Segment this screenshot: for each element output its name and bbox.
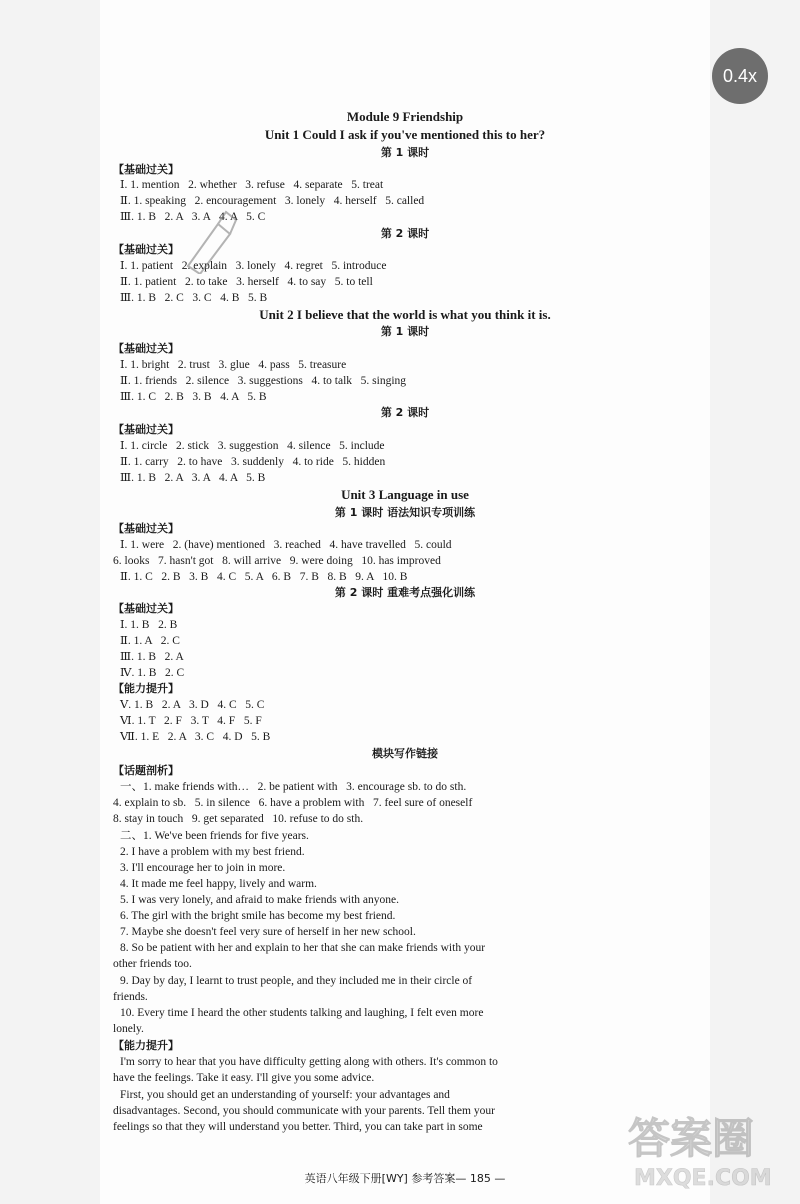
essay-line: disadvantages. Second, you should communicate with your parents. Tell them your — [113, 1105, 495, 1117]
topic-line: 一、1. make friends with… 2. be patient with 3. encourage sb. to do sth. — [120, 781, 467, 793]
answer-line: Ⅰ. 1. were 2. (have) mentioned 3. reached 4. have travelled 5. could — [120, 539, 452, 551]
section-topic: 【话题剖析】 — [113, 764, 179, 777]
topic-line: lonely. — [113, 1023, 144, 1035]
answer-line: Ⅲ. 1. B 2. A — [120, 651, 184, 663]
answer-line: Ⅰ. 1. B 2. B — [120, 619, 178, 631]
section-ability: 【能力提升】 — [113, 682, 179, 695]
stamp-watermark — [178, 204, 238, 274]
module-writing-heading: 模块写作链接 — [372, 747, 438, 760]
unit1-title: Unit 1 Could I ask if you've mentioned this to her? — [264, 127, 546, 142]
answer-line: Ⅰ. 1. mention 2. whether 3. refuse 4. separate 5. treat — [120, 179, 384, 191]
answer-line: Ⅲ. 1. B 2. A 3. A 4. A 5. B — [120, 472, 266, 484]
topic-line: 二、1. We've been friends for five years. — [120, 830, 309, 842]
page-footer: 英语八年级下册[WY] 参考答案— 185 — — [304, 1172, 506, 1185]
topic-line: 6. The girl with the bright smile has become my best friend. — [120, 910, 396, 922]
unit3-lesson2-heading: 第 2 课时 重难考点强化训练 — [334, 586, 476, 599]
unit3-lesson1-heading: 第 1 课时 语法知识专项训练 — [334, 506, 476, 519]
answer-line: Ⅲ. 1. C 2. B 3. B 4. A 5. B — [120, 391, 267, 403]
watermark-text: 答案圈 — [628, 1114, 755, 1163]
section-basic: 【基础过关】 — [113, 243, 179, 256]
site-watermark — [620, 1105, 790, 1195]
answer-line: Ⅱ. 1. friends 2. silence 3. suggestions 4. to talk 5. singing — [120, 375, 407, 387]
answer-line: Ⅲ. 1. B 2. A 3. A 4. A 5. C — [120, 211, 266, 223]
answer-line: Ⅵ. 1. T 2. F 3. T 4. F 5. F — [120, 715, 262, 727]
playback-speed-badge[interactable]: 0.4x — [712, 48, 768, 104]
answer-line: Ⅲ. 1. B 2. C 3. C 4. B 5. B — [120, 292, 268, 304]
topic-line: 4. explain to sb. 5. in silence 6. have a problem with 7. feel sure of oneself — [113, 797, 473, 809]
answer-line: Ⅰ. 1. patient 2. explain 3. lonely 4. regret 5. introduce — [120, 260, 387, 272]
answer-line: Ⅱ. 1. patient 2. to take 3. herself 4. to say 5. to tell — [120, 276, 373, 288]
topic-line: 4. It made me feel happy, lively and warm. — [120, 878, 317, 890]
answer-line: Ⅱ. 1. speaking 2. encouragement 3. lonely 4. herself 5. called — [120, 195, 425, 207]
essay-line: have the feelings. Take it easy. I'll give you some advice. — [113, 1072, 375, 1084]
module-title: Module 9 Friendship — [346, 109, 464, 124]
answer-line: 6. looks 7. hasn't got 8. will arrive 9. were doing 10. has improved — [113, 555, 441, 567]
section-ability: 【能力提升】 — [113, 1039, 179, 1052]
topic-line: 3. I'll encourage her to join in more. — [120, 862, 286, 874]
essay-line: First, you should get an understanding of yourself: your advantages and — [120, 1089, 450, 1101]
section-basic: 【基础过关】 — [113, 342, 179, 355]
watermark-url: MXQE.COM — [634, 1166, 772, 1191]
unit1-lesson1-heading: 第 1 课时 — [380, 146, 430, 159]
unit1-lesson2-heading: 第 2 课时 — [380, 227, 430, 240]
answer-line: Ⅱ. 1. carry 2. to have 3. suddenly 4. to ride 5. hidden — [120, 456, 386, 468]
section-basic: 【基础过关】 — [113, 602, 179, 615]
answer-line: Ⅶ. 1. E 2. A 3. C 4. D 5. B — [120, 731, 271, 743]
answer-line: Ⅰ. 1. bright 2. trust 3. glue 4. pass 5. treasure — [120, 359, 347, 371]
unit2-lesson1-heading: 第 1 课时 — [380, 325, 430, 338]
topic-line: other friends too. — [113, 958, 192, 970]
topic-line: 7. Maybe she doesn't feel very sure of herself in her new school. — [120, 926, 416, 938]
unit2-lesson2-heading: 第 2 课时 — [380, 406, 430, 419]
answer-line: Ⅰ. 1. circle 2. stick 3. suggestion 4. silence 5. include — [120, 440, 385, 452]
topic-line: friends. — [113, 991, 148, 1003]
topic-line: 2. I have a problem with my best friend. — [120, 846, 305, 858]
topic-line: 8. stay in touch 9. get separated 10. refuse to do sth. — [113, 813, 364, 825]
topic-line: 8. So be patient with her and explain to her that she can make friends with your — [120, 942, 486, 954]
answer-line: Ⅱ. 1. C 2. B 3. B 4. C 5. A 6. B 7. B 8. B 9. A 10. B — [120, 571, 408, 583]
topic-line: 9. Day by day, I learnt to trust people, and they included me in their circle of — [120, 975, 473, 987]
essay-line: feelings so that they will understand you better. Third, you can take part in some — [113, 1121, 483, 1133]
answer-line: Ⅱ. 1. A 2. C — [120, 635, 180, 647]
answer-line: Ⅴ. 1. B 2. A 3. D 4. C 5. C — [120, 699, 265, 711]
section-basic: 【基础过关】 — [113, 163, 179, 176]
answer-line: Ⅳ. 1. B 2. C — [120, 667, 185, 679]
topic-line: 10. Every time I heard the other students talking and laughing, I felt even more — [120, 1007, 484, 1019]
section-basic: 【基础过关】 — [113, 522, 179, 535]
unit3-title: Unit 3 Language in use — [341, 487, 469, 502]
essay-line: I'm sorry to hear that you have difficulty getting along with others. It's common to — [120, 1056, 498, 1068]
unit2-title: Unit 2 I believe that the world is what you think it is. — [259, 307, 551, 322]
topic-line: 5. I was very lonely, and afraid to make friends with anyone. — [120, 894, 399, 906]
section-basic: 【基础过关】 — [113, 423, 179, 436]
